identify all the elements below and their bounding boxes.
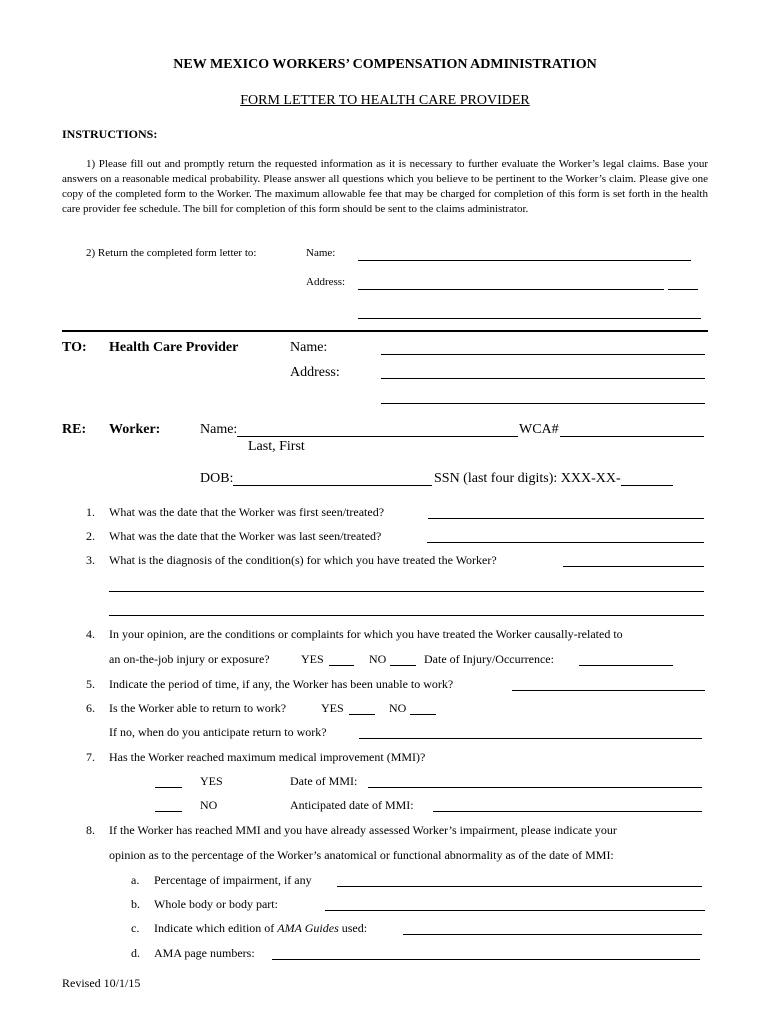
re-label: RE: — [62, 422, 87, 437]
revised-date: Revised 10/1/15 — [62, 976, 141, 990]
q8-number: 8. — [86, 823, 95, 837]
return-address-field-2[interactable] — [358, 318, 701, 319]
q8c-text-post: used: — [338, 921, 368, 935]
return-address-field-1[interactable] — [358, 289, 664, 290]
dob-field[interactable] — [233, 485, 432, 486]
provider-name-field[interactable] — [381, 354, 705, 355]
q6-number: 6. — [86, 701, 95, 715]
agency-title: NEW MEXICO WORKERS’ COMPENSATION ADMINISTRATION — [173, 57, 597, 72]
to-name-label: Name: — [290, 340, 328, 355]
wca-label: WCA# — [519, 422, 559, 437]
ssn-field[interactable] — [621, 485, 673, 486]
form-title: FORM LETTER TO HEALTH CARE PROVIDER — [240, 93, 530, 108]
q3-number: 3. — [86, 553, 95, 567]
provider-address-field-2[interactable] — [381, 403, 705, 404]
q8b-letter: b. — [131, 897, 140, 911]
q4-number: 4. — [86, 627, 95, 641]
q3-answer-field-1[interactable] — [563, 566, 704, 567]
q8b-field[interactable] — [325, 910, 705, 911]
q4-yes-field[interactable] — [329, 665, 354, 666]
q8-text-line2: opinion as to the percentage of the Worker’s anatomical or functional abnormality as of the date of MMI: — [109, 848, 614, 862]
q7-no-label: NO — [200, 798, 218, 812]
q6-text: Is the Worker able to return to work? — [109, 701, 287, 715]
to-address-label: Address: — [290, 365, 340, 380]
to-label: TO: — [62, 340, 87, 355]
q8d-field[interactable] — [272, 959, 700, 960]
worker-name-field[interactable] — [237, 436, 518, 437]
q1-text: What was the date that the Worker was first seen/treated? — [109, 505, 385, 519]
q4-no-label: NO — [369, 652, 387, 666]
q7-mmi-date-label: Date of MMI: — [290, 774, 358, 788]
q4-date-label: Date of Injury/Occurrence: — [424, 652, 554, 666]
q8d-letter: d. — [131, 946, 140, 960]
q6-yes-label: YES — [321, 701, 344, 715]
q4-text-line1: In your opinion, are the conditions or complaints for which you have treated the Worker causally-related to — [109, 627, 623, 641]
q1-number: 1. — [86, 505, 95, 519]
ssn-label: SSN (last four digits): XXX-XX- — [434, 471, 621, 486]
q7-no-check-field[interactable] — [155, 811, 182, 812]
wca-field[interactable] — [560, 436, 704, 437]
q7-mmi-date-field[interactable] — [368, 787, 702, 788]
q8c-field[interactable] — [403, 934, 702, 935]
name-hint: Last, First — [248, 439, 305, 454]
q2-text: What was the date that the Worker was last seen/treated? — [109, 529, 382, 543]
return-address-field-1b[interactable] — [668, 289, 698, 290]
q6-yes-field[interactable] — [349, 714, 375, 715]
return-name-field[interactable] — [358, 260, 691, 261]
q2-answer-field[interactable] — [427, 542, 704, 543]
q8a-text: Percentage of impairment, if any — [154, 873, 312, 887]
q1-answer-field[interactable] — [428, 518, 704, 519]
q8c-text-italic: AMA Guides — [277, 921, 339, 935]
q4-text-line2: an on-the-job injury or exposure? — [109, 652, 270, 666]
q7-yes-label: YES — [200, 774, 223, 788]
re-worker-label: Worker: — [109, 422, 161, 437]
q3-text: What is the diagnosis of the condition(s) for which you have treated the Worker? — [109, 553, 497, 567]
worker-name-label: Name: — [200, 422, 238, 437]
q8-text-line1: If the Worker has reached MMI and you have already assessed Worker’s impairment, please indicate your — [109, 823, 617, 837]
q7-anticipated-date-label: Anticipated date of MMI: — [290, 798, 414, 812]
q2-number: 2. — [86, 529, 95, 543]
q5-number: 5. — [86, 677, 95, 691]
q3-answer-field-2[interactable] — [109, 591, 704, 592]
q4-yes-label: YES — [301, 652, 324, 666]
q6-return-date-field[interactable] — [359, 738, 702, 739]
q8d-text: AMA page numbers: — [154, 946, 255, 960]
q6-no-field[interactable] — [410, 714, 436, 715]
return-address-label: Address: — [306, 276, 346, 288]
q8c-text-pre: Indicate which edition of — [154, 921, 278, 935]
instructions-item-1: 1) Please fill out and promptly return the requested information as it is necessary to further evaluate the Worker’s legal claims. Base your answers on a reasonable medical probability. Please answer all questions which you believe to be pertinent to the Worker’s claim. Please give one copy of the completed form to the Worker. The maximum allowable fee that may be charged for completion of this form is set forth in the health care provider fee schedule. The bill for completion of this form should be sent to the claims administrator. — [62, 158, 708, 215]
q5-answer-field[interactable] — [512, 690, 705, 691]
provider-address-field-1[interactable] — [381, 378, 705, 379]
to-recipient: Health Care Provider — [109, 340, 239, 355]
q6-no-label: NO — [389, 701, 407, 715]
q5-text: Indicate the period of time, if any, the Worker has been unable to work? — [109, 677, 454, 691]
q8c-letter: c. — [131, 921, 140, 935]
instructions-item-2: 2) Return the completed form letter to: — [86, 247, 257, 259]
q7-text: Has the Worker reached maximum medical improvement (MMI)? — [109, 750, 426, 764]
q7-number: 7. — [86, 750, 95, 764]
q8a-letter: a. — [131, 873, 140, 887]
instructions-heading: INSTRUCTIONS: — [62, 127, 158, 141]
q8b-text: Whole body or body part: — [154, 897, 278, 911]
return-name-label: Name: — [306, 247, 336, 259]
q7-yes-check-field[interactable] — [155, 787, 182, 788]
q8c-text — [154, 921, 367, 936]
q4-no-field[interactable] — [390, 665, 416, 666]
q6-followup-text: If no, when do you anticipate return to work? — [109, 725, 327, 739]
q8a-field[interactable] — [337, 886, 702, 887]
section-divider — [62, 330, 708, 332]
dob-label: DOB: — [200, 471, 234, 486]
q7-anticipated-date-field[interactable] — [433, 811, 702, 812]
q3-answer-field-3[interactable] — [109, 615, 704, 616]
q4-date-field[interactable] — [579, 665, 673, 666]
